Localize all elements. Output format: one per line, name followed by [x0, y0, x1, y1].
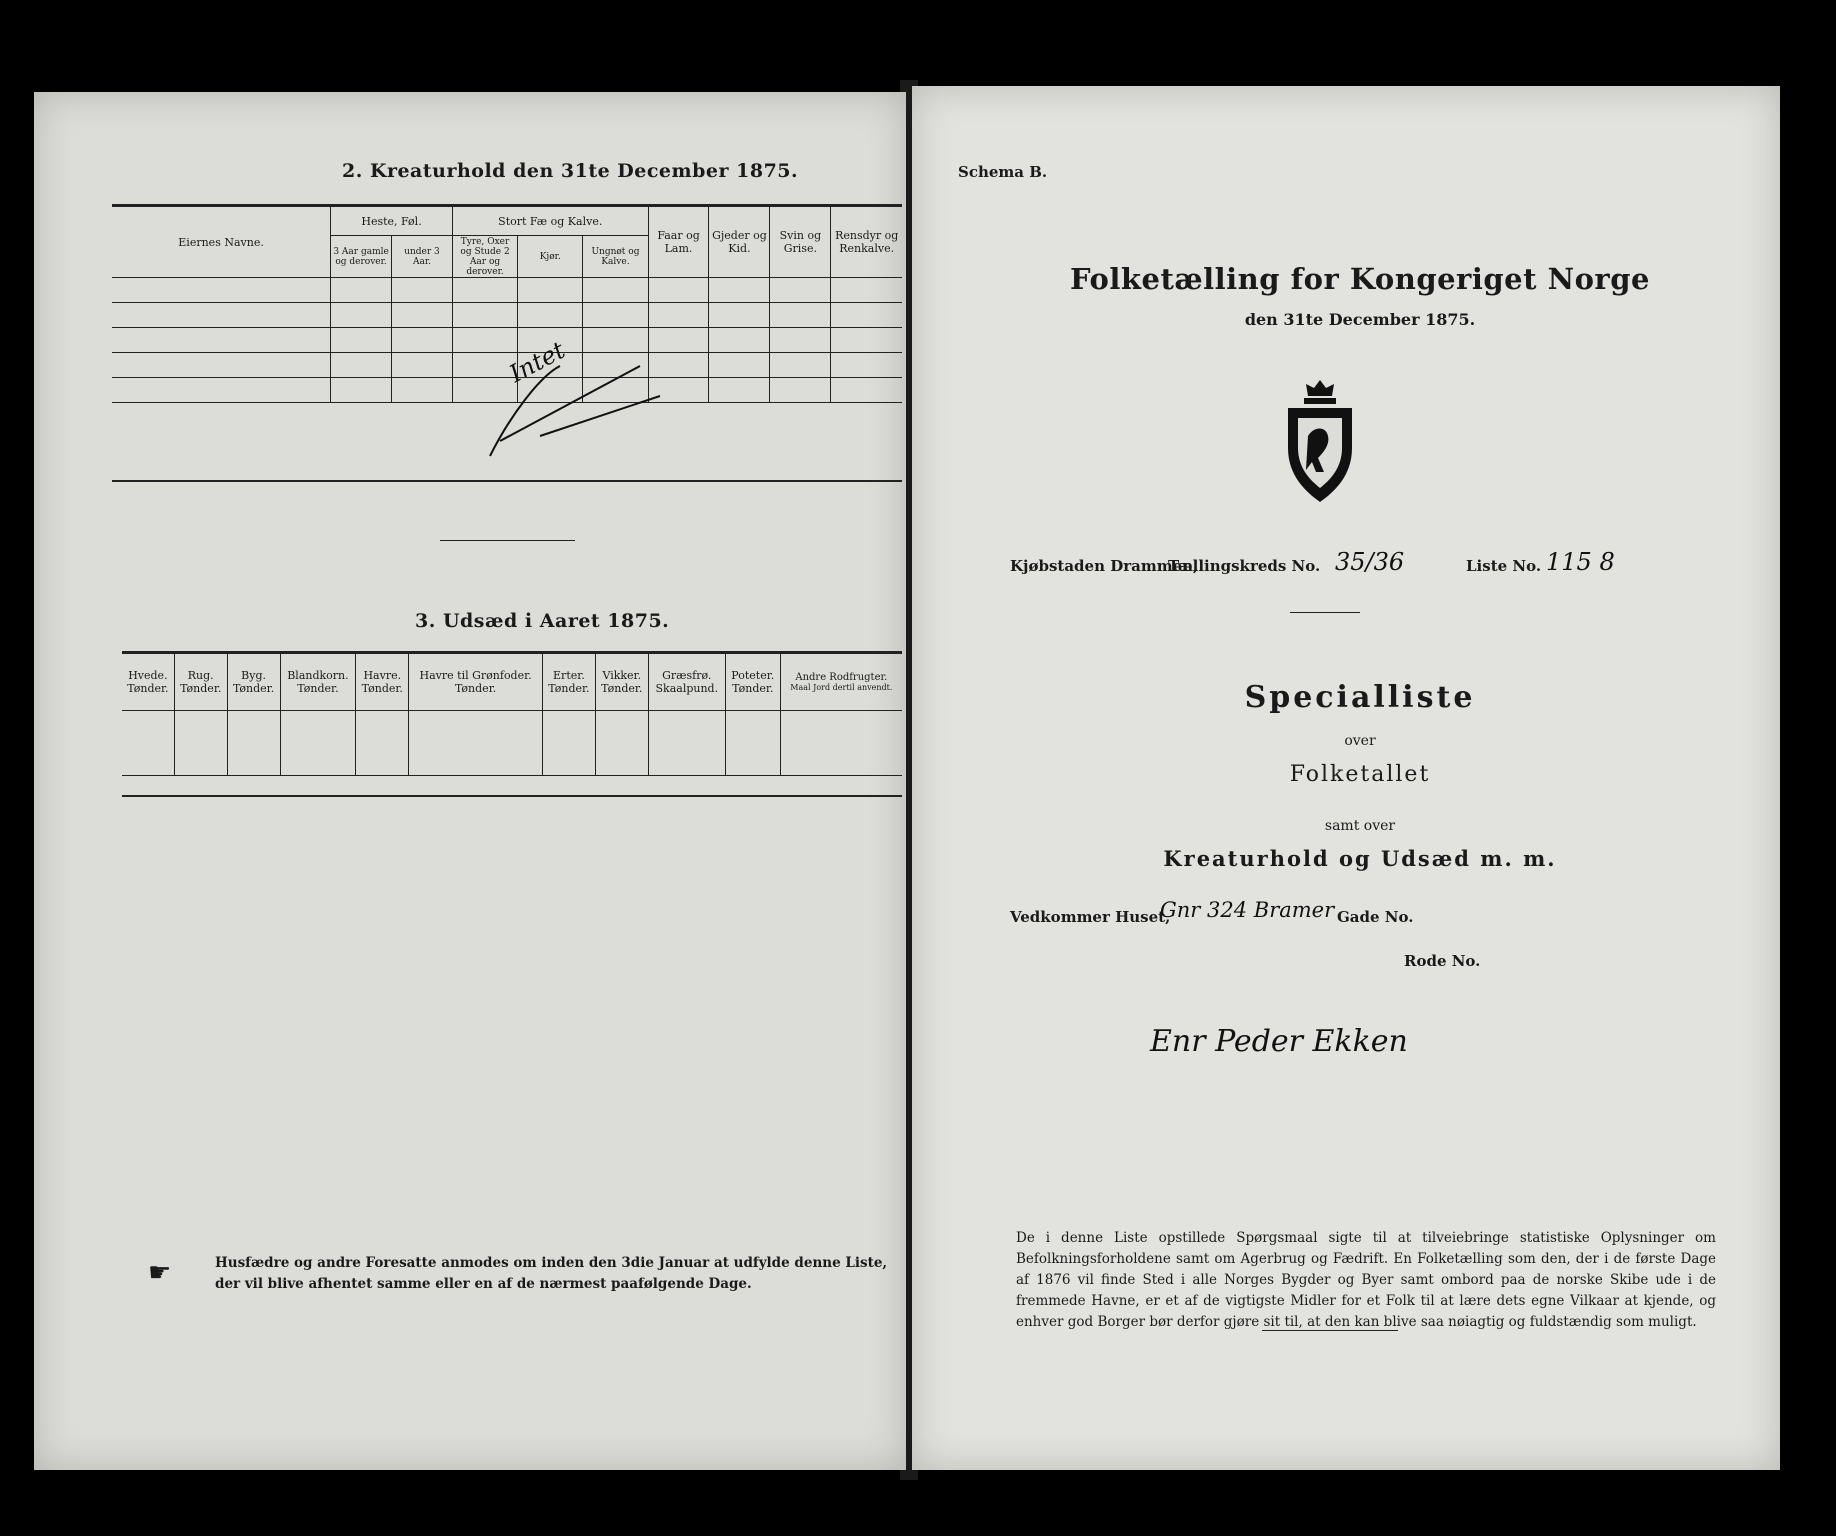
col-andre-rodfrugter: Andre Rodfrugter. Maal Jord dertil anvendt.	[780, 654, 902, 711]
col-poteter: Poteter. Tønder.	[725, 654, 780, 711]
col-erter: Erter. Tønder.	[542, 654, 595, 711]
rode-label: Rode No.	[1404, 952, 1481, 970]
folketallet-heading: Folketallet	[1289, 762, 1431, 787]
col-eiernes-navne: Eiernes Navne.	[112, 207, 331, 278]
notice-text: Husfædre og andre Foresatte anmodes om inden den 3die Januar at udfylde denne Liste, der vil blive afhentet samme eller en af de nærmest paafølgende Dage.	[215, 1255, 888, 1292]
col-blandkorn: Blandkorn. Tønder.	[280, 654, 356, 711]
samt-over-text: samt over	[1324, 818, 1396, 834]
col-ungnot: Ungnøt og Kalve.	[583, 236, 648, 278]
census-title: Folketælling for Kongeriget Norge	[1070, 262, 1650, 296]
col-heste-3aar: 3 Aar gamle og derover.	[331, 236, 392, 278]
over-text: over	[1344, 733, 1376, 749]
col-vikker: Vikker. Tønder.	[595, 654, 648, 711]
liste-label: Liste No.	[1466, 557, 1542, 575]
section3-title: 3. Udsæd i Aaret 1875.	[415, 610, 670, 632]
table-bottom-rule	[112, 480, 902, 482]
col-rensdyr: Rensdyr og Renkalve.	[831, 207, 902, 278]
col-hvede: Hvede. Tønder.	[122, 654, 174, 711]
kjobstaden-label: Kjøbstaden Drammen,	[1010, 557, 1199, 575]
vedkommer-label: Vedkommer Huset,	[1010, 908, 1171, 926]
udsaed-bottom-rule	[122, 795, 902, 797]
col-heste-under3: under 3 Aar.	[392, 236, 453, 278]
col-svin: Svin og Grise.	[770, 207, 831, 278]
col-graesfro: Græsfrø. Skaalpund.	[648, 654, 725, 711]
col-faar: Faar og Lam.	[648, 207, 709, 278]
coat-of-arms-icon	[1280, 378, 1360, 508]
kreaturhold-heading: Kreaturhold og Udsæd m. m.	[1163, 846, 1557, 871]
pointing-hand-icon: ☛	[148, 1258, 172, 1288]
section2-title: 2. Kreaturhold den 31te December 1875.	[342, 160, 799, 182]
explanation-paragraph: De i denne Liste opstillede Spørgsmaal sigte til at tilveiebringe statistiske Oplysninger om Befolkningsforholdene samt om Agerbrug og Fædrift. En Folketælling som den, der i de første Dage af 1876 vil finde Sted i alle Norges Bygder og Byer samt ombord paa de norske Skibe ude i de fremmede Havne, er et af de vigtigste Midler for et Folk til at lære dets egne Vilkaar at kjende, og enhver god Borger bør derfor gjøre sit til, at den kan blive saa nøiagtig og fuldstændig som muligt.	[1016, 1230, 1716, 1330]
col-havre-gronfoder: Havre til Grønfoder. Tønder.	[409, 654, 543, 711]
gade-label: Gade No.	[1337, 908, 1414, 926]
col-kjor: Kjør.	[518, 236, 583, 278]
col-rug: Rug. Tønder.	[174, 654, 227, 711]
intet-strike-mark	[480, 336, 670, 466]
vedkommer-value: Gnr 324 Bramer	[1160, 898, 1335, 922]
liste-value: 115 8	[1546, 548, 1615, 576]
col-gjeder: Gjeder og Kid.	[709, 207, 770, 278]
col-byg: Byg. Tønder.	[227, 654, 280, 711]
census-date: den 31te December 1875.	[1244, 310, 1476, 329]
kreds-label: Tællingskreds No.	[1168, 557, 1321, 575]
col-heste-fol: Heste, Føl.	[331, 207, 453, 236]
schema-label: Schema B.	[958, 163, 1048, 181]
separator-short	[1290, 612, 1360, 613]
kreds-value: 35/36	[1335, 548, 1405, 576]
handwriting-intet: Intet	[504, 335, 570, 389]
specialliste-heading: Specialliste	[1244, 680, 1476, 715]
col-havre: Havre. Tønder.	[356, 654, 409, 711]
col-tyre: Tyre, Oxer og Stude 2 Aar og derover.	[452, 236, 517, 278]
col-stort-fae: Stort Fæ og Kalve.	[452, 207, 648, 236]
udsaed-table	[122, 653, 902, 776]
bottom-separator	[1262, 1330, 1398, 1331]
separator-line	[440, 540, 575, 541]
signature: Enr Peder Ekken	[1150, 1024, 1408, 1059]
